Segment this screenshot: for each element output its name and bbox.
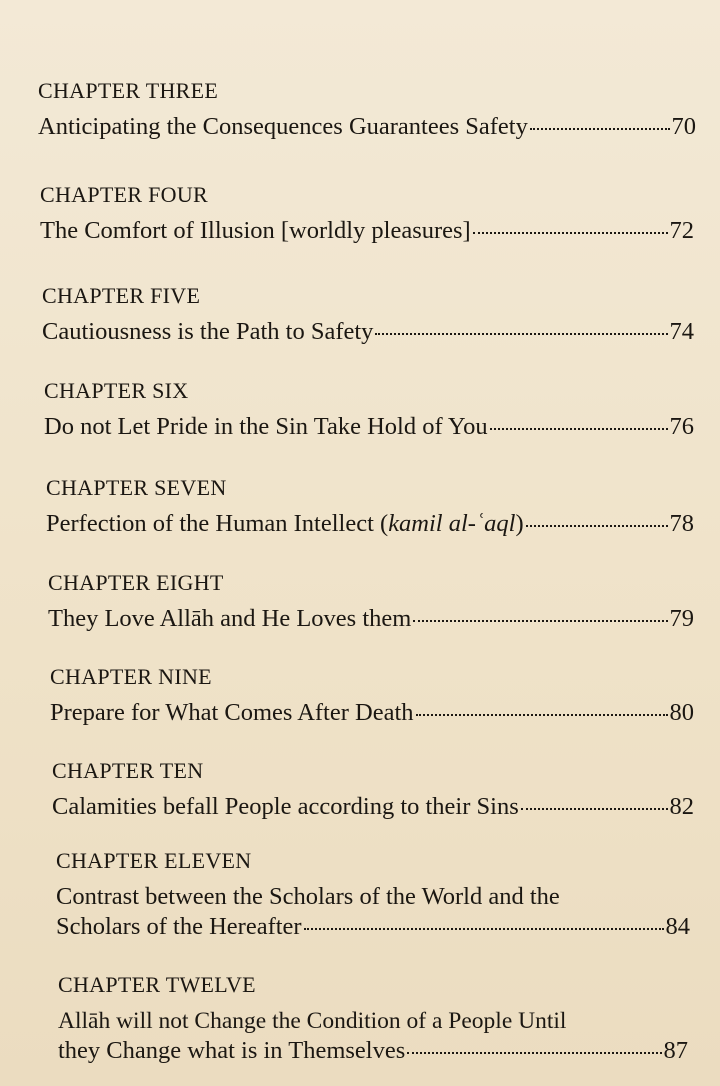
toc-entry [52,758,694,822]
page-number: 82 [669,793,694,820]
chapter-title-line-1: Contrast between the Scholars of the World and the [56,883,560,910]
chapter-title: Cautiousness is the Path to Safety [42,318,374,345]
dot-leader [530,128,670,130]
chapter-heading: CHAPTER SIX [44,378,189,403]
chapter-title-line [48,604,694,634]
toc-entry [50,664,694,728]
toc-entry [42,283,694,347]
chapter-title: Anticipating the Consequences Guarantees Safety [38,113,528,140]
chapter-title: The Comfort of Illusion [worldly pleasures] [40,217,471,244]
page-number: 78 [669,510,694,537]
chapter-title-line [52,792,694,822]
page-number: 79 [669,605,694,632]
page-number: 70 [671,113,696,140]
toc-entry [46,475,694,539]
dot-leader [490,428,668,430]
chapter-title-line [38,112,696,142]
chapter-heading: CHAPTER TEN [52,758,204,783]
toc-entry [58,972,688,1066]
chapter-heading: CHAPTER FIVE [42,283,201,308]
dot-leader [304,928,664,930]
toc-entry [56,848,690,942]
chapter-title-text-end: ) [515,510,524,537]
chapter-title: they Change what is in Themselves [58,1037,406,1064]
chapter-title: Calamities befall People according to their Sins [52,793,519,820]
page-number: 72 [669,217,694,244]
toc-entry [48,570,694,634]
toc-entry [38,78,696,142]
chapter-title: Scholars of the Hereafter [56,913,302,940]
toc-entry [40,182,694,246]
page-number: 84 [665,913,690,940]
page-number: 76 [669,413,694,440]
page-number: 74 [669,318,694,345]
chapter-title-line [56,912,690,942]
dot-leader [407,1052,661,1054]
dot-leader [526,525,668,527]
chapter-heading: CHAPTER SEVEN [46,475,227,500]
chapter-title-line [40,216,694,246]
page-number: 87 [663,1037,688,1064]
chapter-title-line-1: Allāh will not Change the Condition of a People Until [58,1008,567,1034]
dot-leader [473,232,668,234]
chapter-heading: CHAPTER TWELVE [58,972,256,997]
chapter-heading: CHAPTER ELEVEN [56,848,252,873]
chapter-title-line [46,509,694,539]
chapter-title: Do not Let Pride in the Sin Take Hold of You [44,413,488,440]
dot-leader [413,620,667,622]
dot-leader [416,714,668,716]
dot-leader [375,333,667,335]
page-number: 80 [669,699,694,726]
chapter-title-line [44,412,694,442]
chapter-heading: CHAPTER THREE [38,78,219,103]
toc-entry [44,378,694,442]
chapter-title: They Love Allāh and He Loves them [48,605,412,632]
chapter-heading: CHAPTER NINE [50,664,212,689]
chapter-title-italic: kamil al-ʿaql [388,510,516,537]
chapter-title-line [50,698,694,728]
chapter-title-line [58,1036,688,1066]
chapter-title [46,509,524,539]
chapter-title: Prepare for What Comes After Death [50,699,414,726]
chapter-heading: CHAPTER FOUR [40,182,209,207]
chapter-title-text: Perfection of the Human Intellect ( [46,510,389,537]
chapter-heading: CHAPTER EIGHT [48,570,224,595]
dot-leader [521,808,668,810]
chapter-title-line [42,317,694,347]
